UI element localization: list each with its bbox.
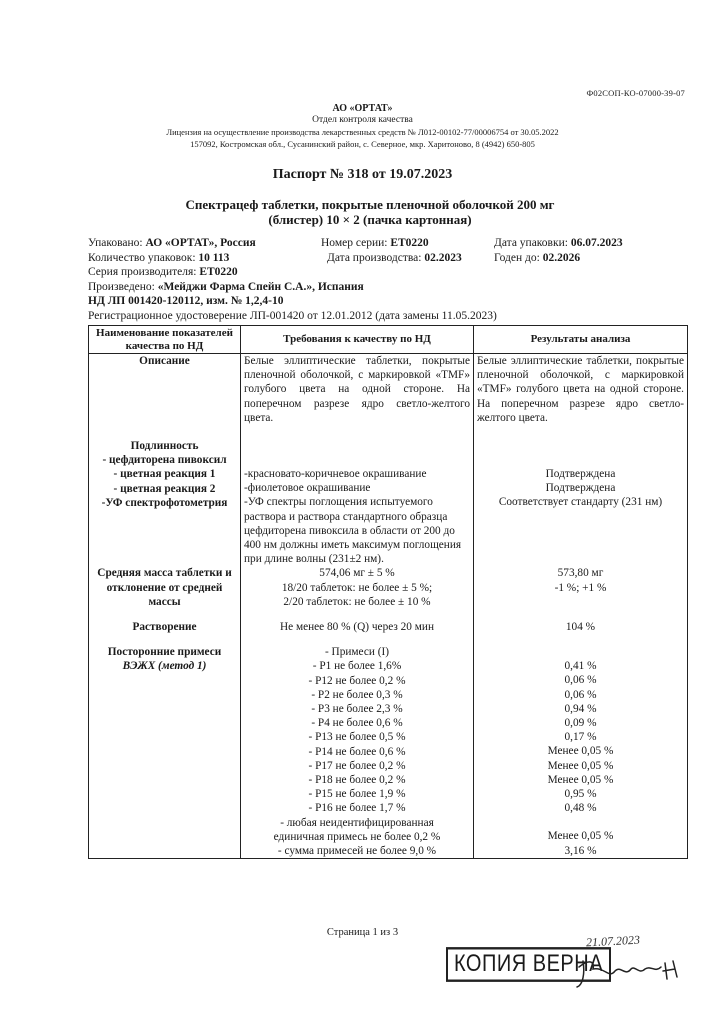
table-row (89, 566, 688, 609)
identity-res-1: Подтверждена (545, 468, 616, 481)
impurity-req: - Р15 не более 1,9 % (308, 788, 406, 801)
identity-req-2: -фиолетовое окрашивание (244, 482, 371, 495)
mass-req-2: 18/20 таблеток: не более ± 5 %; (281, 581, 433, 594)
org-name: АО «ОРТАТ» (332, 103, 393, 114)
series-value: ЕТ0220 (390, 237, 429, 249)
identity-res-3: Соответствует стандарту (231 нм) (498, 496, 663, 509)
identity-substance: - цефдиторена пивоксил (102, 454, 227, 467)
impurity-req: - Р3 не более 2,3 % (311, 703, 403, 716)
quality-table (88, 325, 688, 859)
impurity-res: Менее 0,05 % (547, 745, 614, 758)
table-row (89, 609, 688, 645)
product-line-2: (блистер) 10 × 2 (пачка картонная) (268, 212, 472, 227)
impurity-res: 0,94 % (564, 702, 597, 715)
signature-icon (575, 955, 685, 991)
description-res: Белые эллиптические таблетки, покрытые пленочной оболочкой, с маркировкой «TMF» голубого цвета на одной стороне. На поперечном разрезе ядро светло-желтого цвета. (474, 354, 688, 426)
handwritten-date: 21.07.2023 (585, 932, 641, 950)
series-label: Номер серии: (321, 237, 388, 249)
table-row (89, 425, 688, 566)
mass-name: Средняя масса таблетки и отклонение от средней массы (89, 566, 241, 609)
impurity-res: Менее 0,05 % (547, 759, 614, 772)
description-name: Описание (89, 354, 241, 426)
impurity-req: - Р13 не более 0,5 % (308, 731, 406, 744)
impurity-req: - Р14 не более 0,6 % (308, 745, 406, 758)
identity-name: Подлинность (130, 440, 199, 453)
expiry-value: 02.2026 (542, 251, 581, 264)
dissolution-res: 104 % (474, 609, 688, 645)
impurity-req: - Р12 не более 0,2 % (308, 674, 406, 687)
license: Лицензия на осуществление производства лекарственных средств № Л012-00102-77/00006754 от 30.05.2022 (166, 127, 559, 137)
copy-stamp: КОПИЯ ВЕРНА (446, 947, 611, 982)
dissolution-req: Не менее 80 % (Q) через 20 мин (241, 609, 474, 645)
unknown-impurity-res: Менее 0,05 % (547, 830, 614, 843)
reg-line: Регистрационное удостоверение ЛП-001420 от 12.01.2012 (дата замены 11.05.2023) (88, 309, 497, 322)
mass-res-2: -1 %; +1 % (554, 581, 607, 594)
prod-date-label: Дата производства: (327, 251, 422, 264)
impurity-res: 0,06 % (564, 674, 597, 687)
unknown-impurity-req-2: единичная примесь не более 0,2 % (273, 830, 441, 843)
impurity-req: - Р4 не более 0,6 % (311, 717, 403, 730)
impurity-res: Менее 0,05 % (547, 773, 614, 786)
impurity-res: 0,95 % (564, 788, 597, 801)
header-indicator: Наименование показателей качества по НД (89, 326, 241, 354)
table-row (89, 354, 688, 426)
pack-date-label: Дата упаковки: (494, 237, 568, 249)
impurity-res: 0,48 % (564, 802, 597, 815)
impurity-req: - Р18 не более 0,2 % (308, 774, 406, 787)
produced-label: Произведено: (88, 280, 155, 293)
pack-date-value: 06.07.2023 (570, 237, 623, 249)
prod-date-value: 02.2023 (424, 251, 462, 264)
mfr-series-label: Серия производителя: (88, 266, 197, 279)
produced-value: «Мейджи Фарма Спейн С.А.», Испания (157, 280, 364, 293)
impurity-req: - Р17 не более 0,2 % (308, 759, 406, 772)
nd-line: НД ЛП 001420-120112, изм. № 1,2,4-10 (88, 295, 284, 308)
expiry-label: Годен до: (494, 251, 540, 264)
qty-value: 10 113 (198, 251, 230, 264)
product-title (110, 197, 630, 227)
description-req: Белые эллиптические таблетки, покрытые пленочной оболочкой, с маркировкой «TMF» голубого цвета на одной стороне. На поперечном разрезе ядро светло-желтого цвета. (241, 354, 474, 426)
impurity-res: 0,09 % (564, 717, 597, 730)
identity-reaction-1: - цветная реакция 1 (113, 468, 216, 481)
impurity-res: 0,17 % (564, 731, 597, 744)
table-row (89, 645, 688, 859)
identity-res-2: Подтверждена (545, 482, 616, 495)
sum-impurities-res: 3,16 % (564, 844, 597, 857)
identity-req-1: -красновато-коричневое окрашивание (244, 468, 427, 481)
passport-title: Паспорт № 318 от 19.07.2023 (272, 167, 453, 182)
impurities-method: ВЭЖХ (метод 1) (122, 660, 207, 673)
mass-req-3: 2/20 таблеток: не более ± 10 % (283, 595, 431, 608)
identity-req-3: -УФ спектры поглощения испытуемого раствора и раствора стандартного образца цефдиторена пивоксила в области от 200 до 400 нм должны иметь максимум поглощения при длине волны (231±2 нм). (244, 496, 462, 566)
impurities-name: Посторонние примеси (107, 646, 222, 659)
mass-req-1: 574,06 мг ± 5 % (319, 567, 395, 580)
qty-label: Количество упаковок: (88, 251, 196, 264)
packed-value: АО «ОРТАТ», Россия (145, 237, 256, 249)
impurity-res: 0,41 % (564, 660, 597, 673)
dissolution-name: Растворение (89, 609, 241, 645)
packed-label: Упаковано: (88, 237, 143, 249)
address: 157092, Костромская обл., Сусанинский район, с. Северное, мкр. Харитоново, 8 (4942) 650-805 (190, 139, 535, 149)
identity-reaction-2: - цветная реакция 2 (113, 482, 216, 495)
mfr-series-value: ЕТ0220 (199, 266, 238, 279)
sum-impurities-req: - сумма примесей не более 9,0 % (277, 845, 437, 858)
product-line-1: Спектрацеф таблетки, покрытые пленочной оболочкой 200 мг (185, 197, 555, 212)
impurities-title: - Примеси (I) (324, 646, 390, 659)
unknown-impurity-req-1: - любая неидентифицированная (280, 816, 434, 829)
mass-res-1: 573,80 мг (557, 567, 604, 580)
impurity-req: - Р2 не более 0,3 % (311, 688, 403, 701)
info-block (88, 236, 688, 324)
identity-uv: -УФ спектрофотометрия (101, 496, 228, 509)
impurity-req: - Р1 не более 1,6% (312, 660, 402, 673)
department: Отдел контроля качества (312, 115, 413, 125)
header-requirements: Требования к качеству по НД (241, 326, 474, 354)
impurity-res: 0,06 % (564, 688, 597, 701)
impurity-req: - Р16 не более 1,7 % (308, 802, 406, 815)
header-results: Результаты анализа (474, 326, 688, 354)
doc-code: Ф02СОП-КО-07000-39-07 (586, 88, 685, 98)
page-footer: Страница 1 из 3 (326, 927, 399, 938)
